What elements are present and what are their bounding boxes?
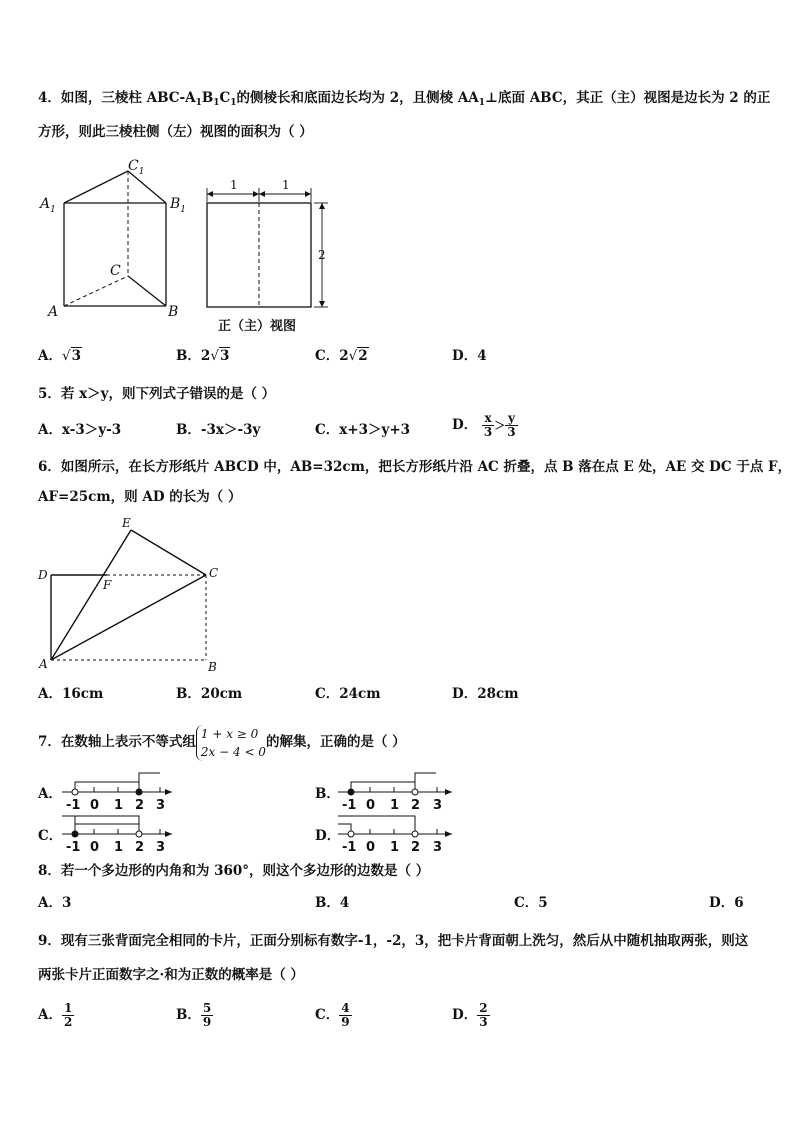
svg-text:F: F xyxy=(103,578,112,592)
svg-text:D: D xyxy=(38,568,48,582)
svg-text:0: 0 xyxy=(366,798,376,813)
svg-text:C1: $C_1$ xyxy=(128,158,145,177)
q6-fold-figure xyxy=(36,512,236,680)
svg-text:0: 0 xyxy=(90,840,100,855)
q9-stem-line1: 9．现有三张背面完全相同的卡片，正面分别标有数字-1，-2，3，把卡片背面朝上洗匀，然后从中随机抽取两张，则这 xyxy=(38,933,749,949)
q4-prism-figure xyxy=(36,158,336,336)
svg-text:B: B xyxy=(208,660,217,674)
q5-option-a[interactable]: A．x-3＞y-3 xyxy=(38,422,122,438)
q7-option-a-label[interactable]: A． xyxy=(38,786,62,802)
q7-inequality-system: 1 + x ≥ 0 2x − 4 < 0 xyxy=(196,725,266,761)
q9-option-b[interactable]: B． $\frac{5}{9}$ xyxy=(176,1001,212,1029)
q6-option-a[interactable]: A．16cm xyxy=(38,686,104,702)
svg-text:1: 1 xyxy=(282,178,290,192)
svg-text:3: 3 xyxy=(433,798,443,813)
q4-option-a[interactable]: A．√3 xyxy=(38,348,81,364)
q5-stem: 5．若 x＞y，则下列式子错误的是（ ） xyxy=(38,386,276,402)
q9-stem-line2: 两张卡片正面数字之·和为正数的概率是（ ） xyxy=(38,967,304,983)
q5-option-c[interactable]: C．x+3＞y+3 xyxy=(315,422,411,438)
svg-text:A1: $A_1$ xyxy=(40,196,56,215)
svg-text:-1: -1 xyxy=(66,798,81,813)
svg-text:2: 2 xyxy=(318,248,326,262)
svg-text:2: 2 xyxy=(135,798,145,813)
svg-text:2: 2 xyxy=(411,840,421,855)
q4-option-b[interactable]: B．2√3 xyxy=(176,348,230,364)
svg-text:1: 1 xyxy=(390,840,400,855)
svg-text:2: 2 xyxy=(411,798,421,813)
q9-option-c[interactable]: C． $\frac{4}{9}$ xyxy=(315,1001,350,1029)
q4-stem-line2: 方形，则此三棱柱侧（左）视图的面积为（ ） xyxy=(38,124,313,140)
svg-text:0: 0 xyxy=(90,798,100,813)
q9-option-a[interactable]: A． $\frac{1}{2}$ xyxy=(38,1001,73,1029)
svg-text:2: 2 xyxy=(135,840,145,855)
q7-option-d-label[interactable]: D． xyxy=(315,828,341,844)
q7-stem: 7．在数轴上表示不等式组 1 + x ≥ 0 2x − 4 < 0 的解集，正确的是（ ） xyxy=(38,726,406,759)
q6-option-d[interactable]: D．28cm xyxy=(452,686,519,702)
svg-text:1: 1 xyxy=(230,178,238,192)
svg-text:E: E xyxy=(122,516,131,530)
q6-stem-line1: 6．如图所示，在长方形纸片 ABCD 中，AB=32cm，把长方形纸片沿 AC 折叠，点 B 落在点 E 处，AE 交 DC 于点 F， xyxy=(38,459,792,475)
q7-option-a-numberline[interactable] xyxy=(60,770,180,814)
svg-text:1: 1 xyxy=(390,798,400,813)
svg-text:0: 0 xyxy=(366,840,376,855)
svg-text:-1: -1 xyxy=(342,840,357,855)
q8-option-b[interactable]: B．4 xyxy=(315,895,350,911)
svg-text:A: A xyxy=(39,657,48,671)
svg-text:B: B xyxy=(168,304,179,320)
q8-option-c[interactable]: C．5 xyxy=(514,895,548,911)
svg-text:B1: $B_1$ xyxy=(170,196,187,215)
q6-option-c[interactable]: C．24cm xyxy=(315,686,381,702)
q7-option-b-label[interactable]: B． xyxy=(315,786,340,802)
svg-text:3: 3 xyxy=(433,840,443,855)
q4-option-c[interactable]: C．2√2 xyxy=(315,348,368,364)
q4-option-d[interactable]: D．4 xyxy=(452,348,487,364)
q8-stem: 8．若一个多边形的内角和为 360°，则这个多边形的边数是（ ） xyxy=(38,863,430,879)
svg-text:C: C xyxy=(110,263,121,279)
svg-text:A: A xyxy=(48,304,59,320)
q5-option-b[interactable]: B．-3x＞-3y xyxy=(176,422,261,438)
q7-option-d-numberline[interactable] xyxy=(336,812,460,856)
q8-option-d[interactable]: D．6 xyxy=(709,895,744,911)
q6-stem-line2: AF=25cm，则 AD 的长为（ ） xyxy=(38,489,242,505)
q6-option-b[interactable]: B．20cm xyxy=(176,686,243,702)
q5-option-d[interactable]: D． $\frac{x}{3}$ ＞ $\frac{y}{3}$ xyxy=(452,411,516,439)
q4-caption: 正（主）视图 xyxy=(218,319,297,334)
q7-option-c-label[interactable]: C． xyxy=(38,828,63,844)
svg-text:C: C xyxy=(209,566,219,580)
q7-option-c-numberline[interactable] xyxy=(60,812,180,856)
svg-text:3: 3 xyxy=(156,798,166,813)
svg-text:3: 3 xyxy=(156,840,166,855)
q7-option-b-numberline[interactable] xyxy=(336,770,460,814)
q8-option-a[interactable]: A．3 xyxy=(38,895,72,911)
svg-text:-1: -1 xyxy=(66,840,81,855)
q9-option-d[interactable]: D． $\frac{2}{3}$ xyxy=(452,1001,488,1029)
svg-text:1: 1 xyxy=(114,840,124,855)
svg-text:-1: -1 xyxy=(342,798,357,813)
svg-text:1: 1 xyxy=(114,798,124,813)
q4-stem-line1: 4．如图，三棱柱 ABC-$A_1B_1C_1$的侧棱长和底面边长均为 2，且侧棱 $AA_1\perp$底面 ABC，其正（主）视图是边长为 2 的正 xyxy=(38,90,771,108)
